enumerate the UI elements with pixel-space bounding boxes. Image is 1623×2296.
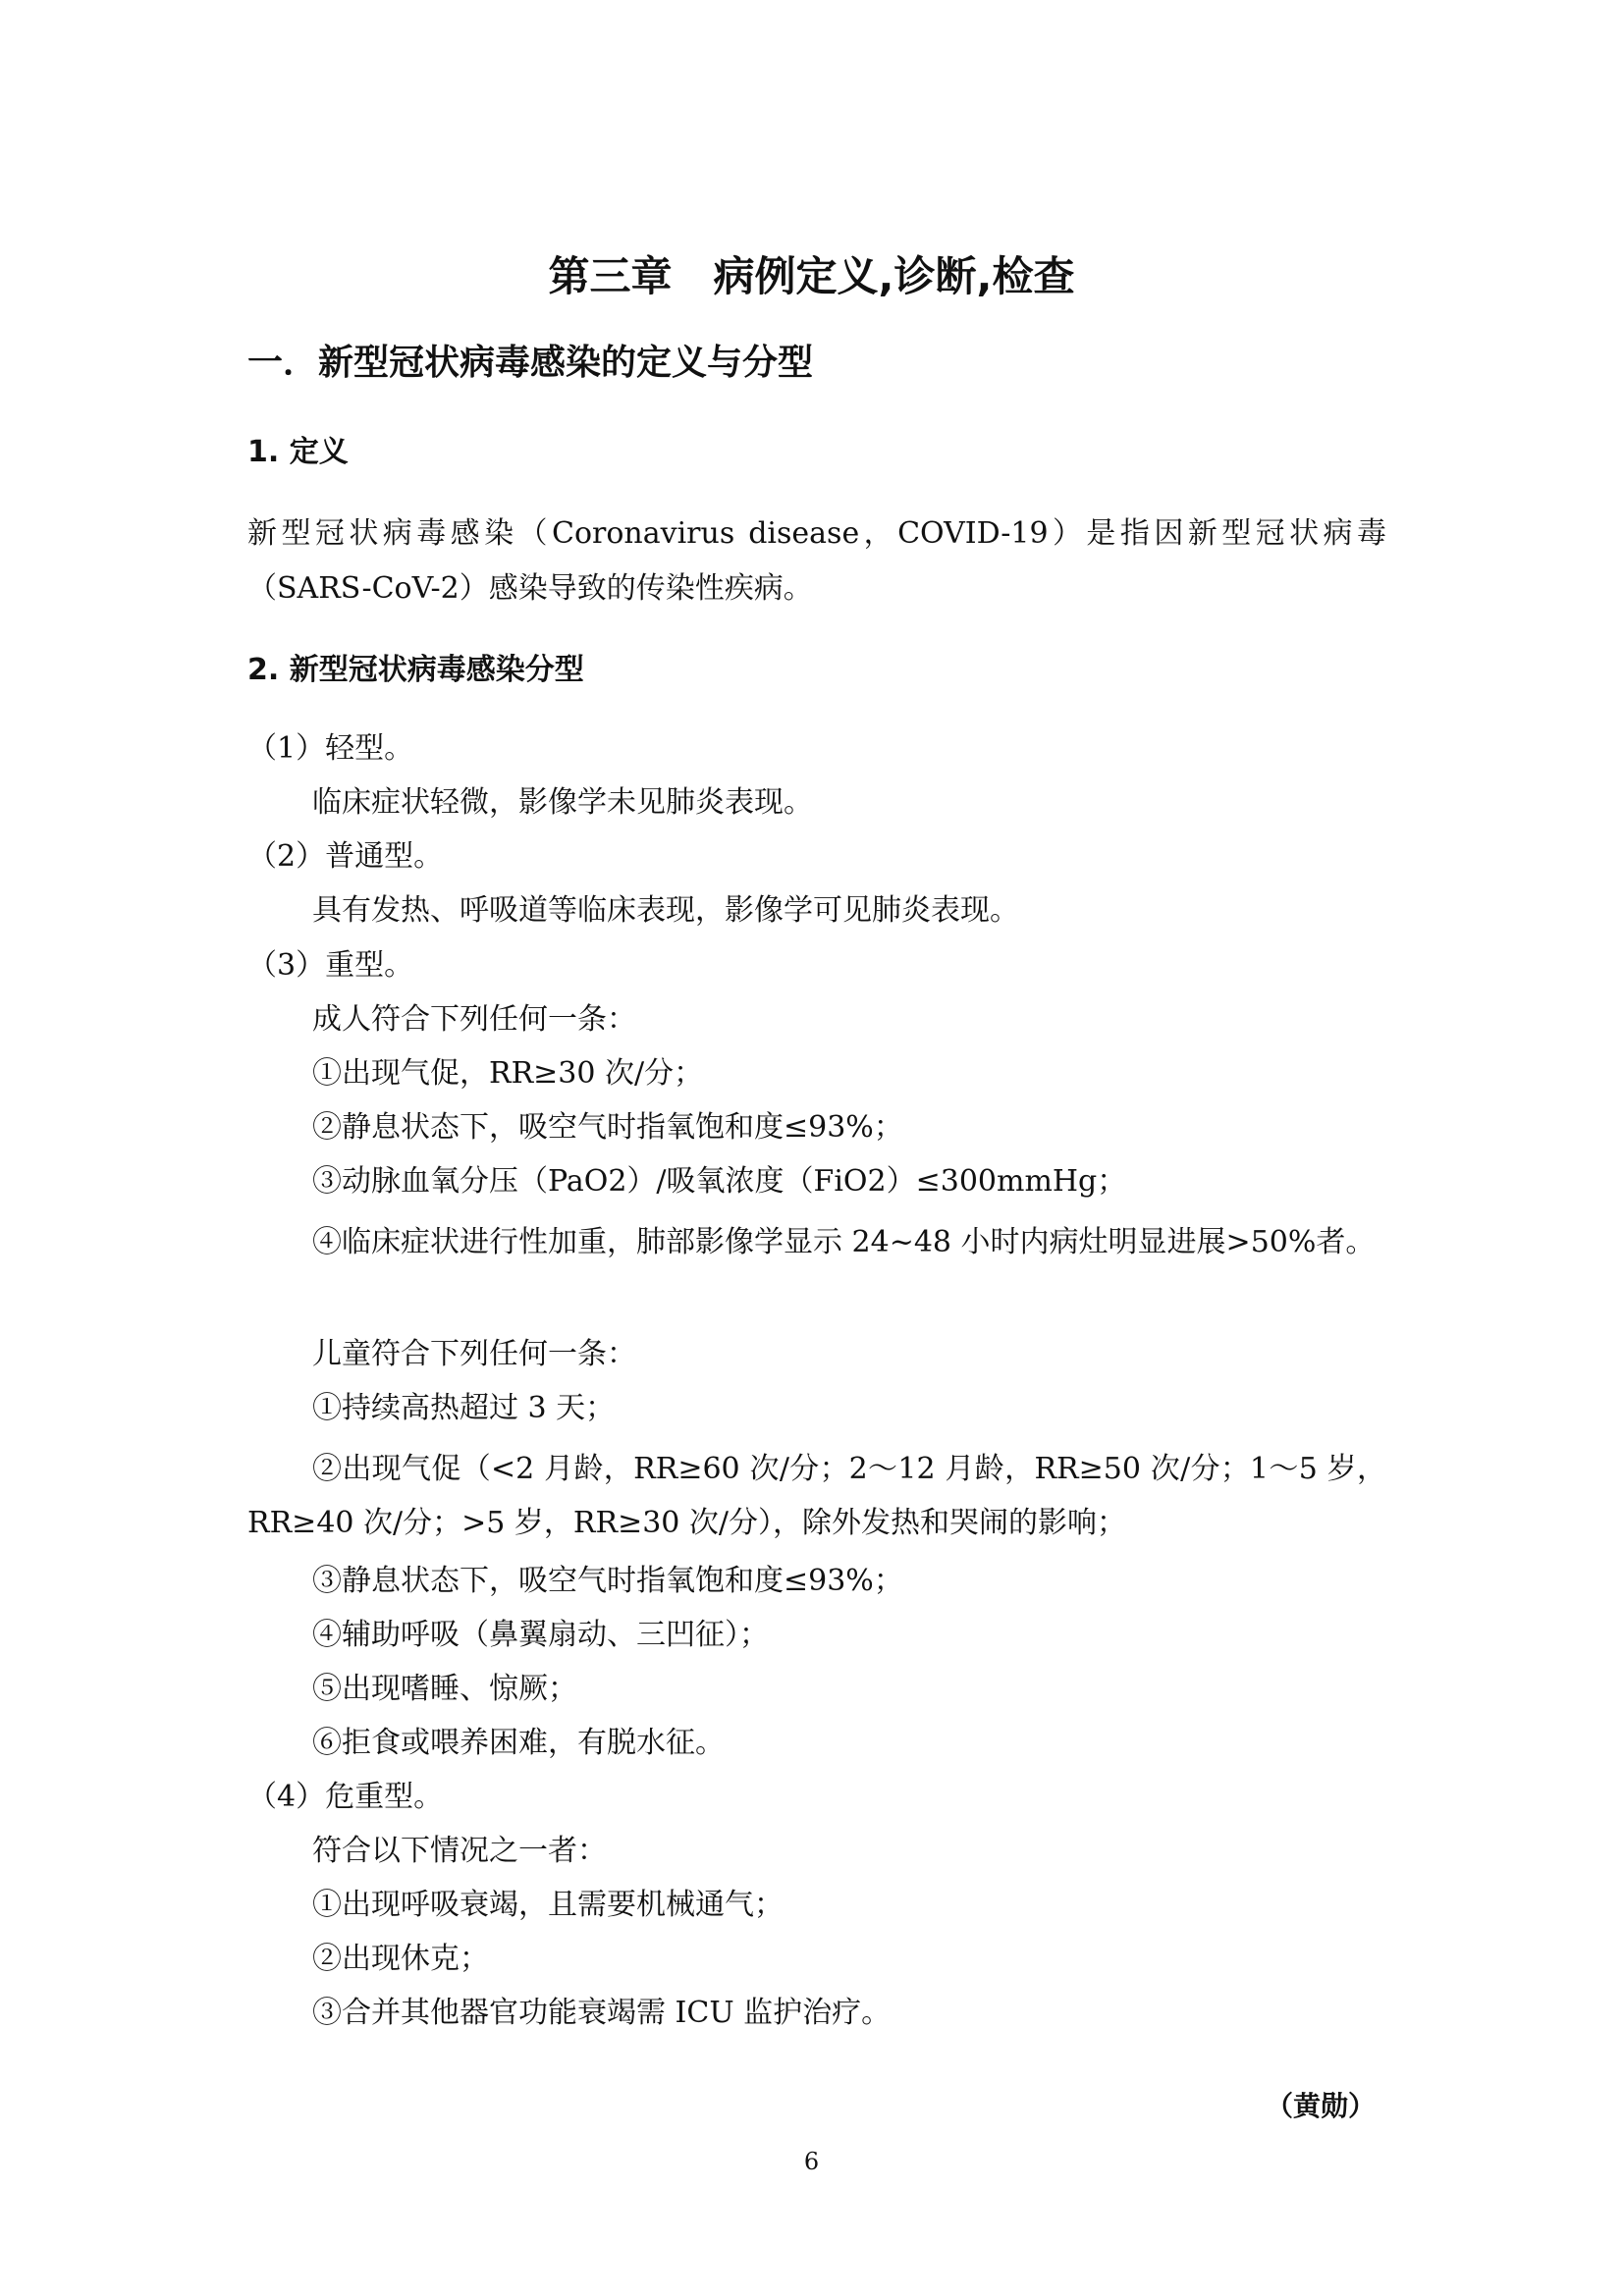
severe-child-item: ⑥拒食或喂养困难，有脱水征。	[312, 1726, 725, 1760]
definition-text: 新型冠状病毒感染（Coronavirus disease，COVID-19）是指因新型冠状病毒（SARS-CoV-2）感染导致的传染性疾病。	[247, 516, 1386, 606]
severe-adult-item: ②静息状态下，吸空气时指氧饱和度≤93%；	[312, 1110, 903, 1145]
section-title: 一．新型冠状病毒感染的定义与分型	[247, 343, 814, 383]
classification-heading: 2. 新型冠状病毒感染分型	[247, 653, 584, 687]
page-number: 6	[803, 2148, 820, 2175]
definition-heading: 1. 定义	[247, 435, 349, 469]
severe-child-item: ③静息状态下，吸空气时指氧饱和度≤93%；	[312, 1564, 903, 1598]
type-mild-label: （1）轻型。	[247, 731, 414, 766]
critical-item: ①出现呼吸衰竭，且需要机械通气；	[312, 1888, 784, 1922]
type-moderate-desc: 具有发热、呼吸道等临床表现，影像学可见肺炎表现。	[312, 893, 1019, 928]
author-signature: （黄勋）	[1265, 2090, 1376, 2122]
critical-item: ③合并其他器官功能衰竭需 ICU 监护治疗。	[312, 1996, 892, 2030]
type-mild-desc: 临床症状轻微，影像学未见肺炎表现。	[312, 785, 813, 820]
chapter-title: 第三章 病例定义,诊断,检查	[548, 252, 1075, 300]
critical-intro: 符合以下情况之一者：	[312, 1834, 607, 1868]
critical-item: ②出现休克；	[312, 1942, 489, 1976]
type-moderate-label: （2）普通型。	[247, 839, 444, 874]
severe-adult-item: ④临床症状进行性加重，肺部影像学显示 24~48 小时内病灶明显进展>50%者。	[312, 1225, 1376, 1259]
severe-child-item: ②出现气促（<2 月龄，RR≥60 次/分；2～12 月龄，RR≥50 次/分；1～5 岁，RR≥40 次/分；>5 岁，RR≥30 次/分），除外发热和哭闹的影响；	[247, 1452, 1386, 1540]
severe-adult-item: ①出现气促，RR≥30 次/分；	[312, 1056, 704, 1091]
severe-child-item: ④辅助呼吸（鼻翼扇动、三凹征）；	[312, 1618, 769, 1652]
severe-child-intro: 儿童符合下列任何一条：	[312, 1337, 636, 1371]
severe-child-item: ⑤出现嗜睡、惊厥；	[312, 1672, 577, 1706]
severe-adult-intro: 成人符合下列任何一条：	[312, 1002, 636, 1037]
type-severe-label: （3）重型。	[247, 948, 414, 983]
severe-adult-item: ③动脉血氧分压（PaO2）/吸氧浓度（FiO2）≤300mmHg；	[312, 1164, 1127, 1199]
severe-child-item: ①持续高热超过 3 天；	[312, 1391, 616, 1425]
type-critical-label: （4）危重型。	[247, 1780, 444, 1814]
